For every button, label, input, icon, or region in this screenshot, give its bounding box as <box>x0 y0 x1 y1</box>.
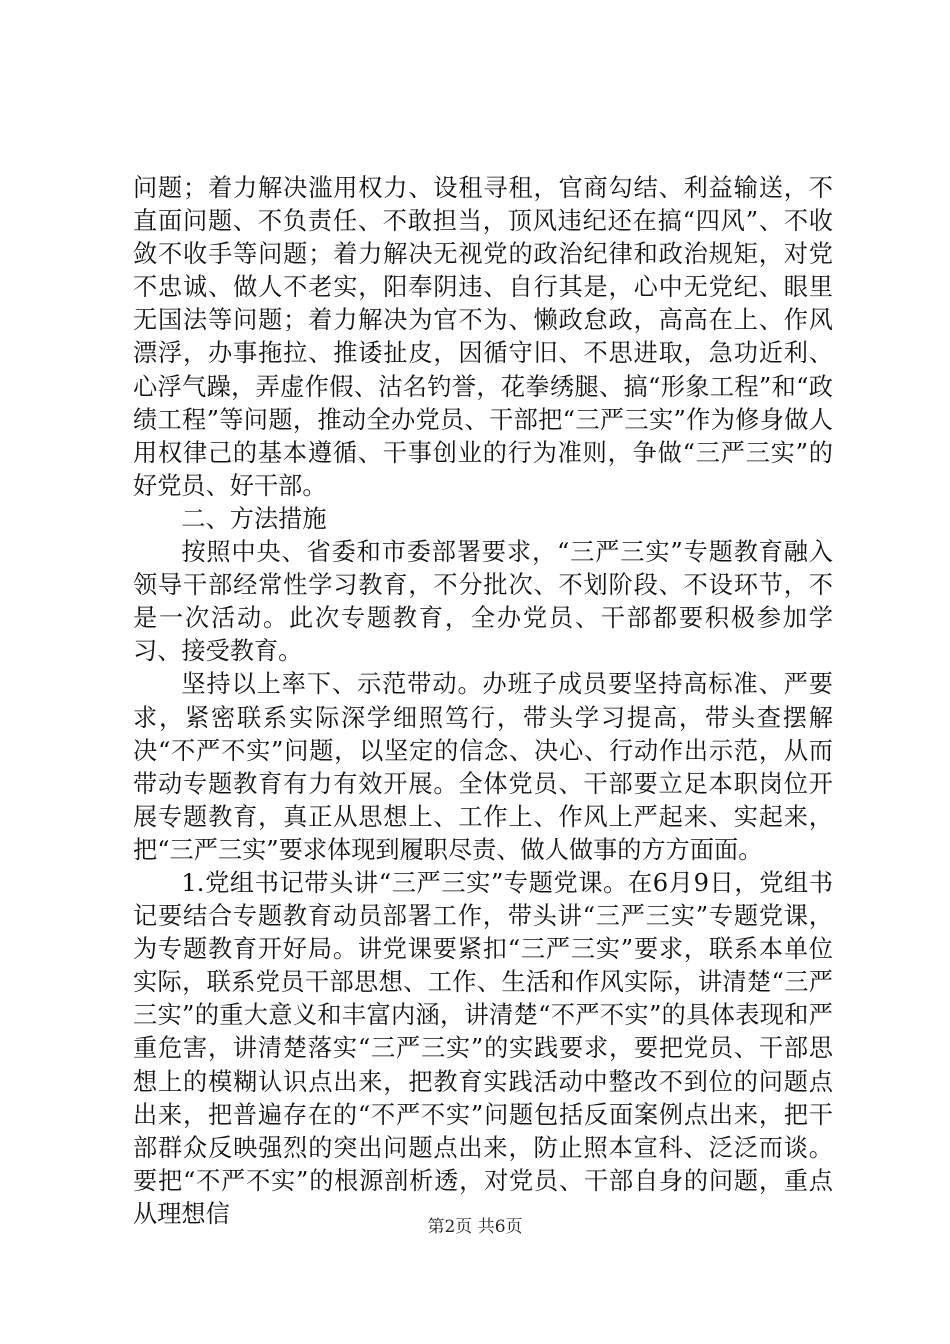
paragraph: 1.党组书记带头讲“三严三实”专题党课。在6月9日，党组书记要结合专题教育动员部署工作，带头讲“三严三实”专题党课，为专题教育开好局。讲党课要紧扣“三严三实”要求，联系本单位实际，联系党员干部思想、工作、生活和作风实际，讲清楚“三严三实”的重大意义和丰富内涵，讲清楚“不严不实”的具体表现和严重危害，讲清楚落实“三严三实”的实践要求，要把党员、干部思想上的模糊认识点出来，把教育实践活动中整改不到位的问题点出来，把普遍存在的“不严不实”问题包括反面案例点出来，把干部群众反映强烈的突出问题点出来，防止照本宣科、泛泛而谈。要把“不严不实”的根源剖析透，对党员、干部自身的问题，重点从理想信 <box>133 868 833 1228</box>
document-body <box>133 172 833 1231</box>
paragraph: 问题；着力解决滥用权力、设租寻租，官商勾结、利益输送，不直面问题、不负责任、不敢担当，顶风违纪还在搞“四风”、不收敛不收手等问题；着力解决无视党的政治纪律和政治规矩，对党不忠诚、做人不老实，阳奉阴违、自行其是，心中无党纪、眼里无国法等问题；着力解决为官不为、懒政怠政，高高在上、作风漂浮，办事拖拉、推诿扯皮，因循守旧、不思进取，急功近利、心浮气躁，弄虚作假、沽名钓誉，花拳绣腿、搞“形象工程”和“政绩工程”等问题，推动全办党员、干部把“三严三实”作为修身做人用权律己的基本遵循、干事创业的行为准则，争做“三严三实”的好党员、好干部。 <box>133 174 833 500</box>
page-footer: 第2页 共6页 <box>427 1217 523 1237</box>
paragraph: 坚持以上率下、示范带动。办班子成员要坚持高标准、严要求，紧密联系实际深学细照笃行，带头学习提高，带头查摆解决“不严不实”问题，以坚定的信念、决心、行动作出示范，从而带动专题教育有力有效开展。全体党员、干部要立足本职岗位开展专题教育，真正从思想上、工作上、作风上严起来、实起来，把“三严三实”要求体现到履职尽责、做人做事的方方面面。 <box>133 670 833 864</box>
section-heading: 二、方法措施 <box>181 504 327 533</box>
paragraph: 按照中央、省委和市委部署要求，“三严三实”专题教育融入领导干部经常性学习教育，不分批次、不划阶段、不设环节，不是一次活动。此次专题教育，全办党员、干部都要积极参加学习、接受教育。 <box>133 538 833 666</box>
